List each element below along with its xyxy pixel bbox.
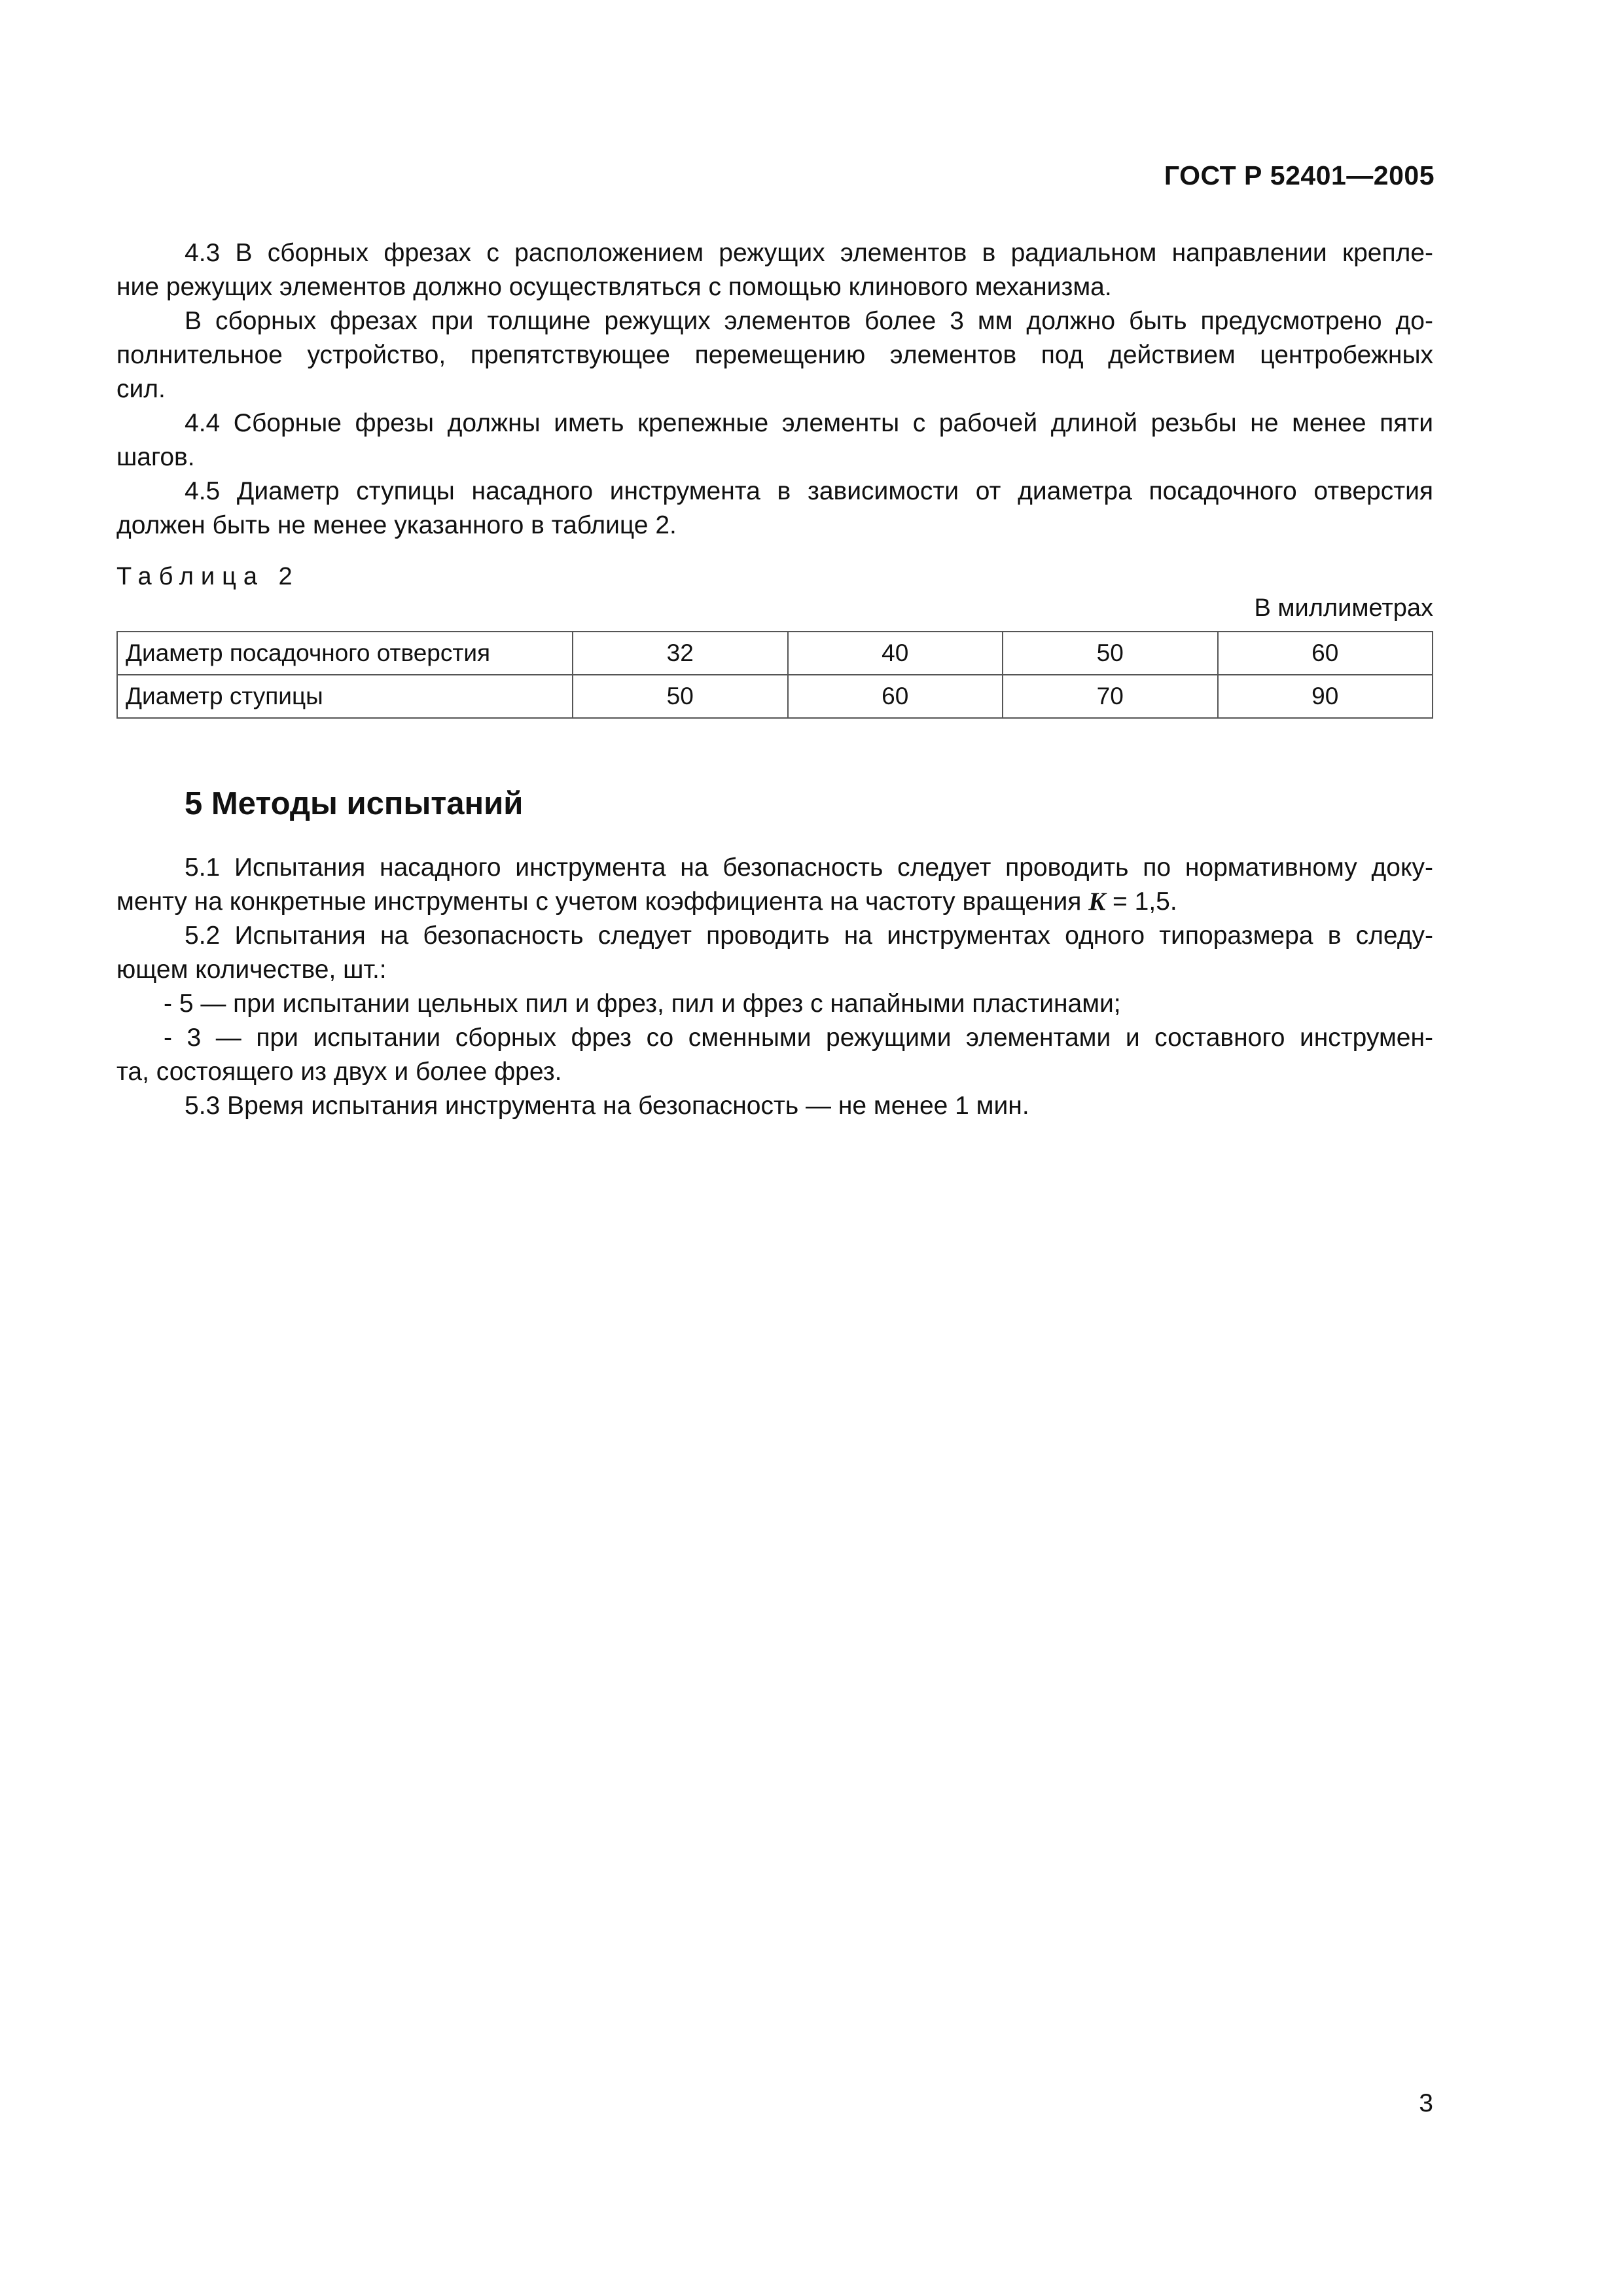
list-item: - 5 — при испытании цельных пил и фрез, пил и фрез с напайными пластинами;: [164, 990, 1121, 1018]
table-cell: 50: [1003, 632, 1218, 675]
table-cell: 50: [573, 675, 788, 718]
clause-5-1-line-1: 5.1 Испытания насадного инструмента на безопасность следует проводить по нормативному доку-: [185, 853, 1433, 882]
clause-4-3b-line-3: сил.: [116, 375, 166, 403]
clause-4-4-line-2: шагов.: [116, 443, 195, 471]
table-cell: 90: [1218, 675, 1433, 718]
clause-5-2-line-1: 5.2 Испытания на безопасность следует проводить на инструментах одного типоразмера в следу-: [185, 922, 1433, 950]
coefficient-value: = 1,5.: [1105, 888, 1177, 916]
clause-4-5-line-1: 4.5 Диаметр ступицы насадного инструмента в зависимости от диаметра посадочного отверстия: [185, 477, 1433, 505]
row-label: Диаметр посадочного отверстия: [117, 632, 573, 675]
table-cell: 70: [1003, 675, 1218, 718]
clause-4-4-line-1: 4.4 Сборные фрезы должны иметь крепежные элементы с рабочей длиной резьбы не менее пяти: [185, 409, 1433, 437]
table-caption: Таблица 2: [116, 563, 300, 590]
page-number: 3: [1419, 2089, 1433, 2117]
document-designation: ГОСТ Р 52401—2005: [1164, 160, 1435, 190]
table-row: [117, 632, 1433, 675]
table-cell: 60: [1218, 632, 1433, 675]
section-5-heading: 5 Методы испытаний: [185, 786, 524, 821]
coefficient-symbol: K: [1088, 888, 1106, 916]
clause-5-3: 5.3 Время испытания инструмента на безопасность — не менее 1 мин.: [185, 1092, 1029, 1120]
table-unit: В миллиметрах: [1254, 594, 1433, 622]
clause-4-3b-line-2: полнительное устройство, препятствующее перемещению элементов под действием центробежных: [116, 341, 1433, 369]
clause-5-1-line-2: [116, 885, 1433, 919]
section-5-text: [116, 851, 1433, 1123]
table-row: [117, 675, 1433, 718]
clause-4-3b-line-1: В сборных фрезах при толщине режущих элементов более 3 мм должно быть предусмотрено до-: [185, 307, 1433, 335]
table-cell: 60: [788, 675, 1003, 718]
table-cell: 32: [573, 632, 788, 675]
clause-5-1-text: менту на конкретные инструменты с учетом коэффициента на частоту вращения: [116, 888, 1089, 916]
list-item-continuation: та, состоящего из двух и более фрез.: [116, 1058, 562, 1086]
section-4-text: [116, 236, 1433, 543]
clause-4-3-line-2: ние режущих элементов должно осуществляться с помощью клинового механизма.: [116, 273, 1112, 301]
clause-4-3-line-1: 4.3 В сборных фрезах с расположением режущих элементов в радиальном направлении крепле-: [185, 239, 1433, 267]
list-item: - 3 — при испытании сборных фрез со сменными режущими элементами и составного инструмен-: [164, 1024, 1433, 1052]
clause-4-5-line-2: должен быть не менее указанного в таблице 2.: [116, 511, 677, 539]
table-2: [116, 631, 1433, 719]
table-cell: 40: [788, 632, 1003, 675]
clause-5-2-line-2: ющем количестве, шт.:: [116, 956, 387, 984]
row-label: Диаметр ступицы: [117, 675, 573, 718]
